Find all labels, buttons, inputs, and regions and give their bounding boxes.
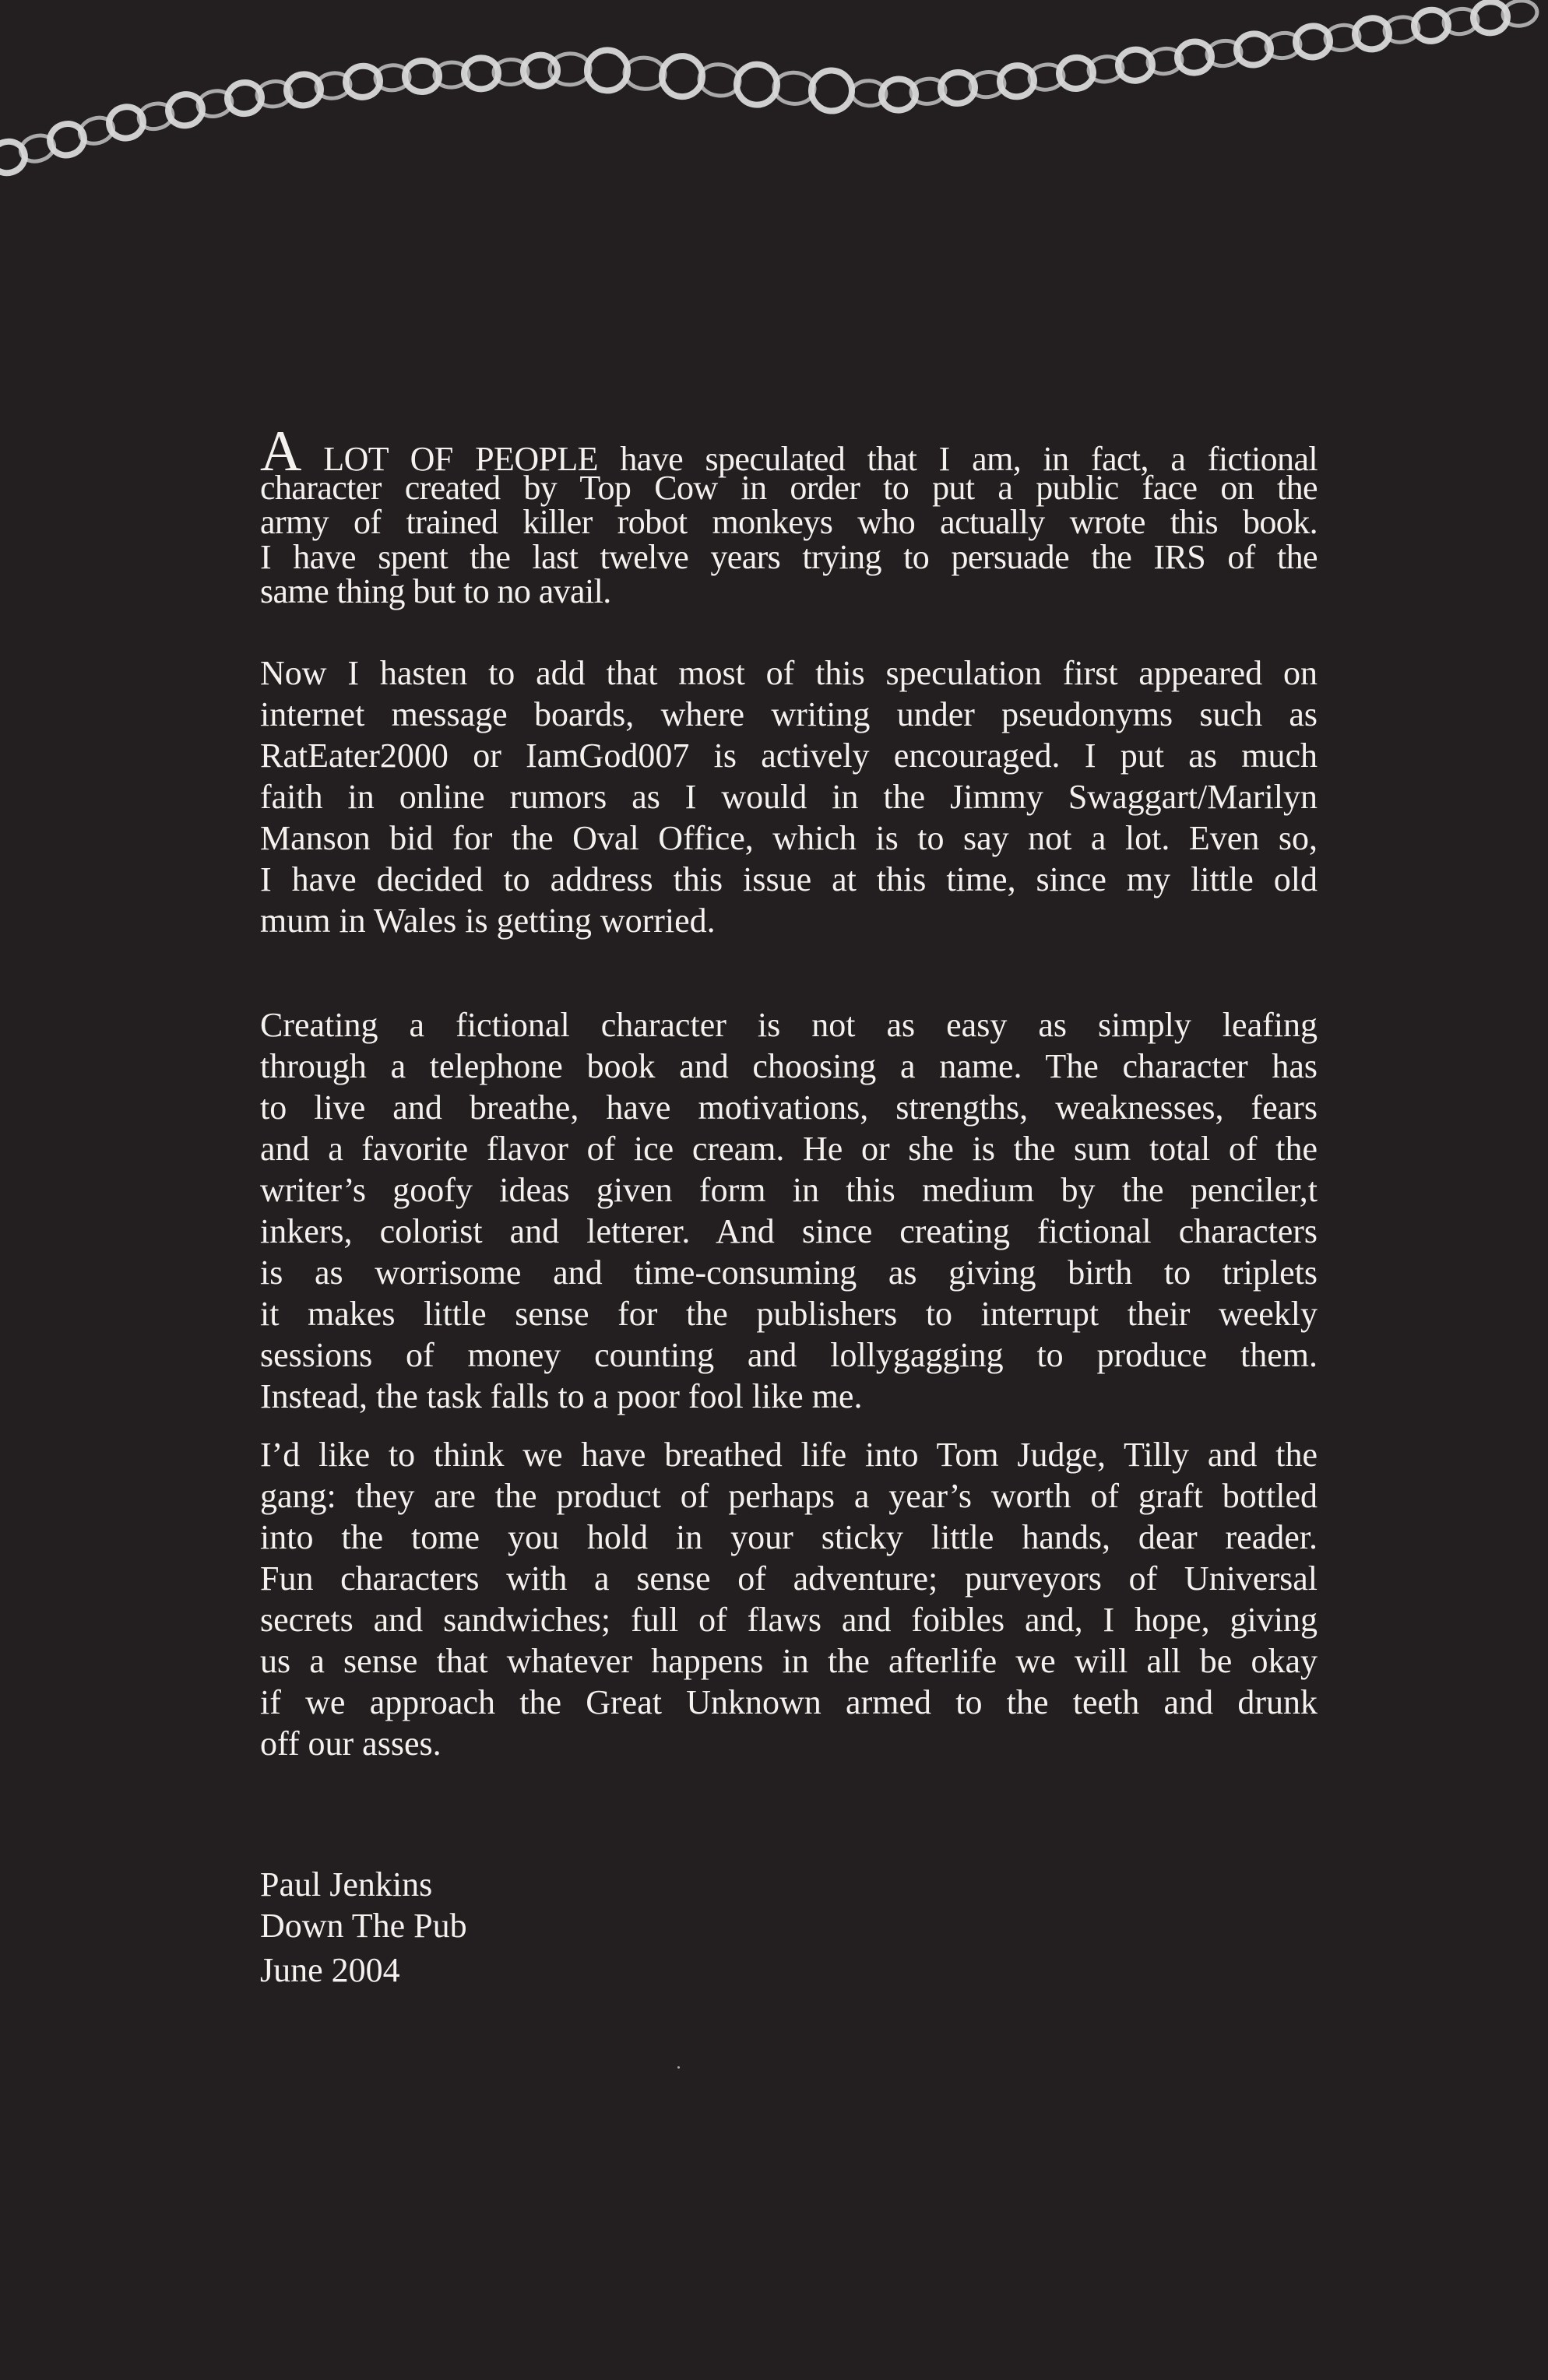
text-line — [260, 420, 1318, 483]
paragraph-1 — [260, 420, 1318, 610]
text-line: inkers, colorist and letterer. And since creating fictional characters — [260, 1212, 1318, 1250]
text-line: mum in Wales is getting worried. — [260, 902, 716, 940]
text-line: army of trained killer robot monkeys who actually wrote this book. — [260, 503, 1318, 541]
text-line: Instead, the task falls to a poor fool like me. — [260, 1377, 863, 1415]
text-line: writer’s goofy ideas given form in this medium by the penciler,t — [260, 1171, 1318, 1209]
text-line: secrets and sandwiches; full of flaws and foibles and, I hope, giving — [260, 1601, 1318, 1639]
chain-image — [0, 0, 1548, 202]
stray-dot — [677, 2066, 680, 2069]
date: June 2004 — [260, 1951, 400, 1989]
text-line: same thing but to no avail. — [260, 572, 611, 610]
text-line: I have spent the last twelve years trying to persuade the IRS of the — [260, 537, 1318, 576]
text-line: Creating a fictional character is not as easy as simply leafing — [260, 1006, 1318, 1044]
text-line: and a favorite flavor of ice cream. He or she is the sum total of the — [260, 1130, 1318, 1168]
paragraph-4 — [260, 1434, 1318, 1764]
author-name: Paul Jenkins — [260, 1865, 433, 1904]
text-line: off our asses. — [260, 1724, 442, 1763]
chain-link — [660, 54, 704, 98]
text-line: if we approach the Great Unknown armed to the teeth and drunk — [260, 1683, 1318, 1721]
author-location: Down The Pub — [260, 1907, 467, 1945]
chain-link — [810, 69, 853, 112]
text-line: us a sense that whatever happens in the afterlife we will all be okay — [260, 1642, 1318, 1680]
signature — [260, 1864, 467, 1991]
text-line: Now I hasten to add that most of this speculation first appeared on — [260, 654, 1318, 692]
paragraph-3 — [260, 1004, 1318, 1417]
text-line: character created by Top Cow in order to put a public face on the — [260, 468, 1318, 507]
text-line: sessions of money counting and lollygagging to produce them. — [260, 1336, 1318, 1374]
drop-cap: A — [260, 420, 301, 483]
text-line: I’d like to think we have breathed life into Tom Judge, Tilly and the — [260, 1436, 1318, 1474]
text-line: into the tome you hold in your sticky little hands, dear reader. — [260, 1518, 1318, 1556]
text-line: RatEater2000 or IamGod007 is actively encouraged. I put as much — [260, 736, 1318, 775]
text-line: through a telephone book and choosing a name. The character has — [260, 1047, 1318, 1085]
chain-link — [586, 48, 629, 92]
text-line: I have decided to address this issue at this time, since my little old — [260, 860, 1318, 898]
text-line: Manson bid for the Oval Office, which is to say not a lot. Even so, — [260, 819, 1318, 857]
text-line: faith in online rumors as I would in the Jimmy Swaggart/Marilyn — [260, 778, 1318, 816]
paragraph-2 — [260, 652, 1318, 941]
text-line: it makes little sense for the publishers to interrupt their weekly — [260, 1295, 1318, 1333]
text-line: Fun characters with a sense of adventure; purveyors of Universal — [260, 1559, 1318, 1598]
text-line: to live and breathe, have motivations, strengths, weaknesses, fears — [260, 1088, 1318, 1127]
text-line: internet message boards, where writing under pseudonyms such as — [260, 695, 1318, 733]
text-line: gang: they are the product of perhaps a year’s worth of graft bottled — [260, 1477, 1318, 1515]
text-line-content: LOT OF PEOPLE have speculated that I am, in fact, a fictional — [301, 440, 1318, 478]
text-line: is as worrisome and time-consuming as giving birth to triplets — [260, 1253, 1318, 1292]
